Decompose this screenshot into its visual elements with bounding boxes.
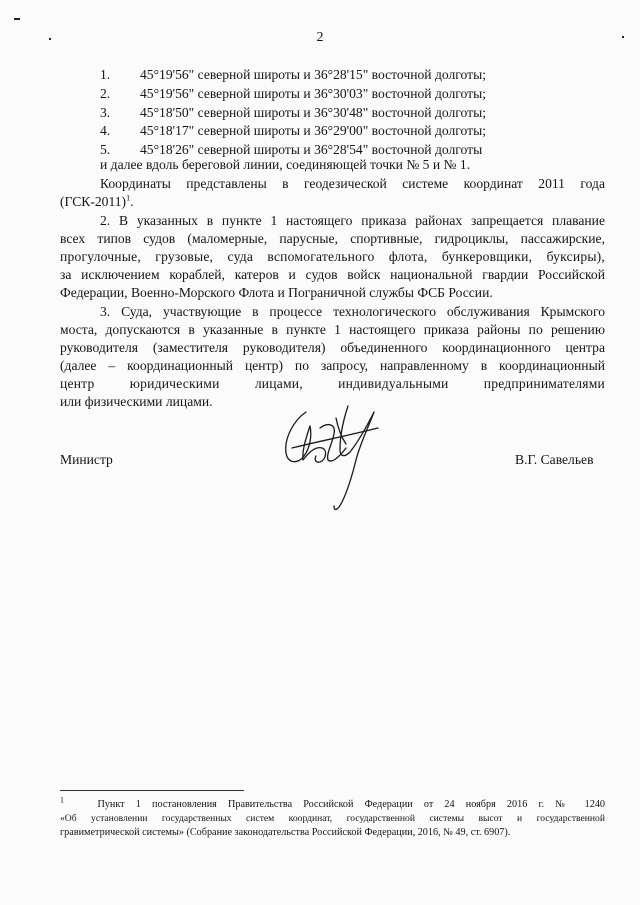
footnote-number: 1 xyxy=(60,795,64,805)
coordinate-item: 3. 45°18'50" северной широты и 36°30'48" восточной долготы; xyxy=(100,104,486,120)
signatory-name: В.Г. Савельев xyxy=(515,452,594,467)
footnote-line: гравиметрической системы» (Собрание законодательства Российской Федерации, 2016, № 49, ст. 6907). xyxy=(60,827,511,838)
paragraph-2-line: Федерации, Военно-Морского Флота и Пограничной службы ФСБ России. xyxy=(60,285,493,300)
footnote-separator xyxy=(60,790,244,791)
paragraph-2-line: 2. В указанных в пункте 1 настоящего приказа районах запрещается плавание xyxy=(100,213,605,228)
coordinate-item: 1. 45°19'56" северной широты и 36°28'15" восточной долготы; xyxy=(100,67,486,82)
scan-mark xyxy=(14,18,20,20)
coordinate-item: 5. 45°18'26" северной широты и 36°28'54" восточной долготы xyxy=(100,142,483,158)
paragraph-2-line: за исключением кораблей, катеров и судов войск национальной гвардии Российской xyxy=(60,267,605,282)
page-number: 2 xyxy=(316,30,324,45)
coast-line-text: и далее вдоль береговой линии, соединяющей точки № 5 и № 1. xyxy=(100,157,471,172)
paragraph-3-line: руководителя (заместителя руководителя) объединенного координационного центра xyxy=(60,340,605,355)
footnote-line: «Об установлении государственных систем координат, государственной системы высот и государственной xyxy=(60,813,605,824)
paragraph-3-line: 3. Суда, участвующие в процессе технологического обслуживания Крымского xyxy=(100,304,605,319)
paragraph-3-line: (далее – координационный центр) по запросу, направленному в координационный xyxy=(60,358,605,373)
signatory-title: Министр xyxy=(60,452,113,467)
footnote-line: $^1$ Пункт 1 постановления Правительства Российской Федерации от 24 ноября 2016 г. № 1240 xyxy=(60,795,606,810)
paragraph-3-line: или физическими лицами. xyxy=(60,394,213,409)
coordinate-item: 2. 45°19'56" северной широты и 36°30'03" восточной долготы; xyxy=(100,85,486,101)
coordinate-system-abbr: $(ГСК-2011)^1$. xyxy=(60,193,134,209)
footnote-reference: 1 xyxy=(126,193,131,203)
coordinate-system-text: Координаты представлены в геодезической системе координат 2011 года xyxy=(100,176,605,191)
coordinate-item: 4. 45°18'17" северной широты и 36°29'00" восточной долготы; xyxy=(100,123,486,139)
coordinate-list xyxy=(100,66,570,160)
paragraph-2-line: прогулочные, грузовые, суда вспомогательного флота, бункеровщики, буксиры), xyxy=(60,249,605,264)
paragraph-2-line: всех типов судов (маломерные, парусные, спортивные, гидроциклы, пассажирские, xyxy=(60,231,605,246)
handwritten-signature xyxy=(276,398,396,516)
paragraph-3-line: центр юридическими лицами, индивидуальными предпринимателями xyxy=(60,376,605,391)
paragraph-3-line: моста, допускаются в указанные в пункте 1 настоящего приказа районы по решению xyxy=(60,322,605,337)
